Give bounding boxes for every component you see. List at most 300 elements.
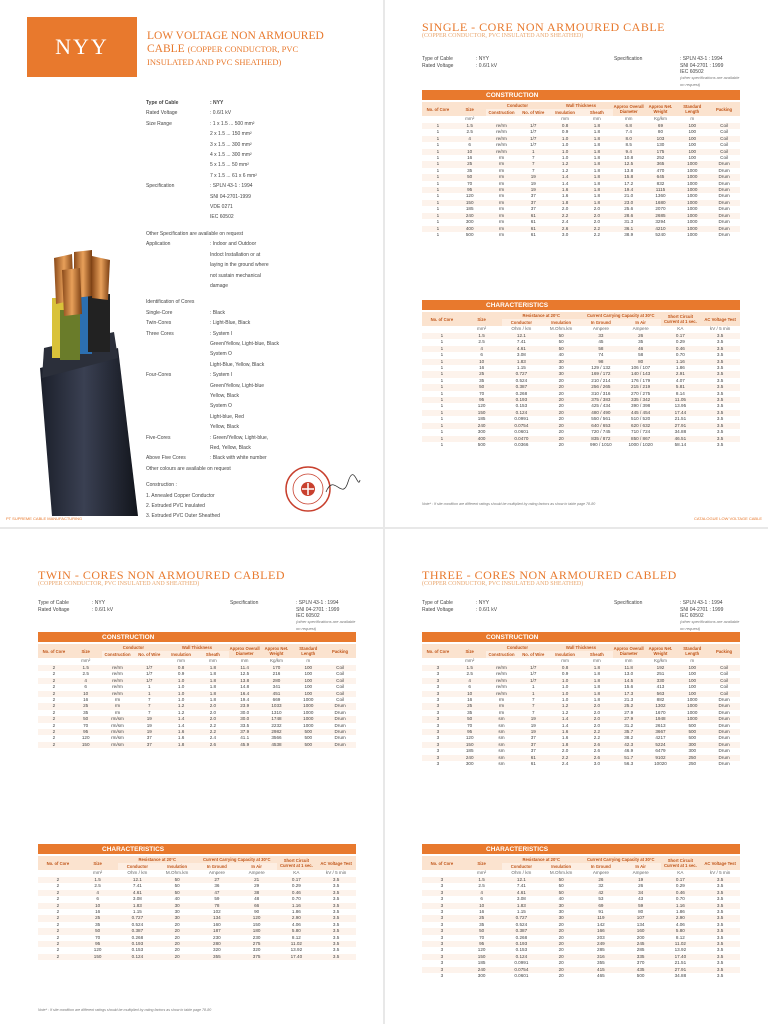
table-cell: 17.40 — [661, 954, 701, 960]
col-header: AC Voltage Test — [700, 856, 740, 870]
table-cell: 2 — [38, 947, 78, 953]
table-cell: 280 — [261, 678, 293, 684]
col-header: Approx Net. Weight — [645, 102, 677, 116]
table-cell: 19.4 — [229, 697, 261, 703]
table-cell: 9102 — [645, 755, 677, 761]
spec-value: 4 x 1.5 ... 300 mm² — [210, 152, 252, 159]
table-cell: 2 — [38, 716, 70, 722]
spec-key — [146, 129, 210, 139]
col-header: Packing — [324, 644, 356, 658]
table-cell: Drum — [708, 735, 740, 741]
unit-cell: mm — [613, 658, 645, 665]
table-cell: 425 / 434 — [581, 403, 621, 409]
footer-company: PT SUPREME CABLE MANUFACTURING — [6, 516, 83, 521]
table-cell: 13.92 — [277, 947, 317, 953]
table-cell: 3667 — [645, 729, 677, 735]
table-cell: 1.0 — [549, 691, 581, 697]
table-cell: 1 — [422, 174, 454, 180]
voltage-label: Rated Voltage — [422, 606, 454, 613]
table-cell: 7.4 — [613, 129, 645, 135]
table-cell: 33 — [581, 333, 621, 339]
table-cell: rm/sm — [102, 723, 134, 729]
characteristics-table — [422, 312, 740, 448]
table-cell: 0.0754 — [502, 967, 542, 973]
table-cell: 3.5 — [316, 896, 356, 902]
table-cell: Drum — [708, 232, 740, 238]
voltage-value: : 0.6/1 kV — [92, 606, 114, 613]
table-cell: 2 — [38, 954, 78, 960]
table-cell: 3 — [422, 684, 454, 690]
table-cell: 3.5 — [700, 935, 740, 941]
table-cell: 1 — [422, 168, 454, 174]
table-cell: 160 — [197, 922, 237, 928]
table-cell: 1.8 — [581, 149, 613, 155]
characteristics-band: CHARACTERISTICS — [422, 300, 740, 310]
table-cell: 375 / 383 — [581, 397, 621, 403]
spec-value: : System I — [210, 372, 233, 379]
table-cell: 19 — [621, 877, 661, 883]
table-cell: 0.193 — [118, 941, 158, 947]
table-cell: 3.08 — [502, 896, 542, 902]
unit-cell: mm² — [454, 658, 486, 665]
table-cell: re/rm — [102, 671, 134, 677]
table-cell: 2.4 — [549, 761, 581, 767]
table-cell: 3.5 — [700, 967, 740, 973]
table-cell: 1/7 — [517, 123, 549, 129]
table-cell: 20 — [541, 922, 581, 928]
spec-value: laying in the ground where — [210, 262, 269, 269]
table-cell: 38.9 — [613, 232, 645, 238]
table-cell: 35 — [454, 710, 486, 716]
table-cell: 0.387 — [118, 928, 158, 934]
unit-cell: mm² — [78, 870, 118, 877]
spec-key: 1. Annealed Copper Conductor — [146, 492, 215, 499]
col-header: No. of Core — [38, 644, 70, 658]
table-cell: 710 / 724 — [621, 429, 661, 435]
table-cell: 0.193 — [502, 397, 542, 403]
table-cell: 0.268 — [118, 935, 158, 941]
table-cell: 50 — [462, 384, 502, 390]
table-cell: 10020 — [645, 761, 677, 767]
table-cell: 1.5 — [454, 665, 486, 671]
unit-cell — [102, 658, 134, 665]
spec-key — [146, 281, 210, 291]
table-cell: 335 — [621, 954, 661, 960]
table-cell: 19 — [517, 729, 549, 735]
spec-row — [146, 202, 376, 212]
table-cell: 2.0 — [581, 710, 613, 716]
table-cell: 150 — [78, 954, 118, 960]
unit-cell: KA — [277, 870, 317, 877]
table-cell: 0.70 — [661, 352, 701, 358]
table-cell: 1.4 — [549, 181, 581, 187]
table-cell: 1.86 — [277, 909, 317, 915]
spec-key — [146, 349, 210, 359]
unit-cell — [38, 870, 78, 877]
table-cell: 445 / 454 — [621, 410, 661, 416]
table-cell: 1.6 — [549, 735, 581, 741]
spec-value: VDE 0271 — [210, 204, 233, 211]
table-cell: 14.5 — [613, 678, 645, 684]
table-cell: 19 — [133, 729, 165, 735]
table-cell: 21.3 — [613, 697, 645, 703]
col-header: Size — [462, 312, 502, 326]
unit-cell: mm — [613, 116, 645, 123]
table-cell: 14.8 — [229, 684, 261, 690]
table-cell: 74 — [581, 352, 621, 358]
table-cell: 3.5 — [700, 442, 740, 448]
table-cell: 11.02 — [661, 941, 701, 947]
table-cell: 500 — [454, 232, 486, 238]
table-cell: 0.0991 — [502, 416, 542, 422]
spec-row — [146, 260, 376, 270]
table-cell: 1/7 — [133, 665, 165, 671]
characteristics-band: CHARACTERISTICS — [422, 844, 740, 854]
spec-value: 3 x 1.5 ... 300 mm² — [210, 141, 252, 148]
col-header: Size — [462, 856, 502, 870]
table-cell: 1.0 — [549, 142, 581, 148]
table-cell: Drum — [708, 168, 740, 174]
table-cell: 2.4 — [197, 735, 229, 741]
table-cell: 185 — [462, 416, 502, 422]
table-cell: 3 — [422, 697, 454, 703]
table-cell: 0.193 — [502, 941, 542, 947]
spec-row — [146, 391, 376, 401]
table-cell: 1.5 — [454, 123, 486, 129]
table-cell: 300 — [454, 761, 486, 767]
unit-cell: mm — [165, 658, 197, 665]
table-cell: 3.5 — [316, 890, 356, 896]
spec-value: not sustain mechanical — [210, 272, 261, 279]
table-cell: 2.5 — [78, 883, 118, 889]
table-cell: 100 — [292, 665, 324, 671]
col-header: No. of Core — [422, 102, 454, 116]
table-cell: 30 — [541, 365, 581, 371]
table-cell: 6 — [78, 896, 118, 902]
spec-row — [146, 308, 376, 318]
table-cell: 3.5 — [316, 877, 356, 883]
table-cell: 3566 — [261, 735, 293, 741]
table-cell: 2 — [38, 935, 78, 941]
spec-value: : System I — [210, 330, 233, 337]
table-cell: 2 — [38, 671, 70, 677]
table-cell: 2.5 — [70, 671, 102, 677]
spec-value: 2 x 1.5 ... 150 mm² — [210, 131, 252, 138]
table-cell: 2 — [38, 723, 70, 729]
table-cell: 1/7 — [133, 678, 165, 684]
col-header: In Air — [621, 863, 661, 870]
table-cell: 192 — [645, 665, 677, 671]
table-cell: 37 — [517, 742, 549, 748]
col-header: Short Circuit Current at 1 sec. — [661, 312, 701, 326]
table-cell: 185 — [462, 960, 502, 966]
table-cell: 11.02 — [277, 941, 317, 947]
table-cell: 61 — [517, 219, 549, 225]
table-cell: 1 — [422, 187, 454, 193]
col-header: Sheath — [581, 651, 613, 658]
table-cell: Coil — [708, 142, 740, 148]
table-cell: 1.8 — [581, 193, 613, 199]
table-cell: Drum — [324, 716, 356, 722]
col-header: Packing — [708, 644, 740, 658]
units-row — [422, 870, 740, 877]
table-cell: 95 — [462, 397, 502, 403]
table-cell: 7.41 — [502, 339, 542, 345]
table-cell: rm — [486, 710, 518, 716]
table-cell: 1680 — [645, 200, 677, 206]
spec-row — [146, 119, 376, 129]
spec-value: : Black — [210, 309, 226, 316]
table-cell: 100 — [292, 684, 324, 690]
table-cell: 500 — [292, 742, 324, 748]
table-cell: 4.07 — [661, 378, 701, 384]
table-cell: 400 — [454, 226, 486, 232]
table-cell: 50 — [541, 890, 581, 896]
units-row — [422, 116, 740, 123]
table-cell: 1 — [422, 442, 462, 448]
table-cell: 3 — [422, 716, 454, 722]
table-cell: 2.2 — [549, 755, 581, 761]
table-cell: 2.2 — [581, 232, 613, 238]
spec-key — [146, 381, 210, 391]
table-cell: 1.15 — [502, 365, 542, 371]
table-cell: 0.9 — [549, 129, 581, 135]
table-cell: 23.9 — [229, 703, 261, 709]
table-cell: 25 — [78, 915, 118, 921]
table-cell: 30 — [541, 915, 581, 921]
table-cell: 341 — [261, 684, 293, 690]
table-cell: 1 — [422, 365, 462, 371]
table-cell: 2.2 — [197, 723, 229, 729]
table-cell: 103 — [645, 136, 677, 142]
unit-cell: Ampere — [197, 870, 237, 877]
table-cell: Coil — [324, 691, 356, 697]
unit-cell: kV / 5 min — [700, 870, 740, 877]
table-cell: 2.0 — [581, 723, 613, 729]
table-cell: Drum — [708, 716, 740, 722]
unit-cell: KA — [661, 870, 701, 877]
table-cell: 1.4 — [165, 723, 197, 729]
unit-cell: Ampere — [581, 326, 621, 333]
table-cell: 37 — [517, 748, 549, 754]
table-cell: rm — [486, 232, 518, 238]
table-cell: 2 — [38, 703, 70, 709]
table-cell: 17.40 — [277, 954, 317, 960]
table-cell: 1.8 — [549, 742, 581, 748]
table-cell: 2 — [38, 684, 70, 690]
table-cell: sm — [486, 761, 518, 767]
unit-cell: Ohm / km — [118, 870, 158, 877]
table-cell: 20 — [541, 378, 581, 384]
table-cell: Drum — [708, 174, 740, 180]
col-header: Standard Length — [292, 644, 324, 658]
table-cell: re/rm — [486, 671, 518, 677]
page-single-core — [384, 0, 768, 528]
table-cell: 3.5 — [316, 928, 356, 934]
table-cell: 0.153 — [502, 947, 542, 953]
table-cell: 3.5 — [316, 941, 356, 947]
table-cell: 1.2 — [165, 703, 197, 709]
table-cell: 1.83 — [118, 903, 158, 909]
table-cell: 2 — [38, 877, 78, 883]
table-cell: 7 — [133, 710, 165, 716]
table-cell: 3.0 — [549, 232, 581, 238]
table-cell: 249 — [581, 941, 621, 947]
table-cell: 1000 / 1020 — [621, 442, 661, 448]
table-cell: 4 — [70, 678, 102, 684]
table-cell: 1000 — [676, 187, 708, 193]
table-cell: 20 — [541, 436, 581, 442]
col-header: AC Voltage Test — [700, 312, 740, 326]
table-cell: 0.0601 — [502, 429, 542, 435]
table-cell: 2.5 — [462, 339, 502, 345]
table-cell: 275 — [237, 941, 277, 947]
col-group-header: Resistance at 20°C — [502, 856, 582, 863]
company-seal-stamp — [282, 462, 362, 516]
spec-row — [146, 250, 376, 260]
table-cell: 1/7 — [517, 671, 549, 677]
table-cell: 0.46 — [661, 346, 701, 352]
table-cell: 10 — [462, 903, 502, 909]
col-header: Size — [454, 644, 486, 658]
type-label: Type of Cable — [38, 600, 69, 606]
table-cell: 3.5 — [700, 903, 740, 909]
unit-cell: mm² — [462, 870, 502, 877]
table-cell: 100 — [676, 671, 708, 677]
table-cell: 1.0 — [549, 697, 581, 703]
table-cell: 13.8 — [613, 168, 645, 174]
table-cell: 2.6 — [197, 742, 229, 748]
construction-table — [422, 644, 740, 768]
table-cell: 0.17 — [661, 877, 701, 883]
table-cell: 50 — [78, 928, 118, 934]
table-cell: 1.86 — [661, 365, 701, 371]
spec-key: Identification of Cores — [146, 299, 195, 306]
table-cell: rm — [486, 213, 518, 219]
table-cell: 25 — [462, 915, 502, 921]
table-cell: Coil — [708, 684, 740, 690]
spec-value: Yellow, Black — [210, 392, 239, 399]
spec-value: Light-blue, Red — [210, 413, 244, 420]
table-cell: 19 — [517, 181, 549, 187]
col-header: Standard Length — [676, 102, 708, 116]
table-cell: 1.6 — [165, 735, 197, 741]
table-cell: 30 — [541, 909, 581, 915]
col-header: Insulation — [157, 863, 197, 870]
table-cell: 1.0 — [549, 136, 581, 142]
unit-cell — [422, 658, 454, 665]
table-cell: 50 — [157, 877, 197, 883]
col-group-header: Conductor — [102, 644, 166, 651]
table-cell: re/rm — [486, 684, 518, 690]
units-row — [422, 326, 740, 333]
table-cell: 10 — [462, 359, 502, 365]
spec-list — [146, 98, 376, 522]
unit-cell: mm — [229, 658, 261, 665]
table-cell: 645 — [645, 174, 677, 180]
table-cell: 3 — [422, 729, 454, 735]
table-cell: 3.5 — [700, 941, 740, 947]
table-cell: 1000 — [676, 716, 708, 722]
table-cell: 2.2 — [581, 226, 613, 232]
table-cell: 2.90 — [277, 915, 317, 921]
table-cell: 19 — [133, 723, 165, 729]
table-cell: 1.8 — [197, 678, 229, 684]
cable-cross-section-image — [22, 248, 150, 516]
spec-value: : Black with white number — [210, 455, 267, 462]
col-header: Approx Overall Diameter — [613, 646, 644, 656]
table-cell: 2.5 — [462, 883, 502, 889]
table-cell: 129 / 132 — [581, 365, 621, 371]
spec-key: Twin-Cores — [146, 320, 172, 327]
table-cell: 3 — [422, 678, 454, 684]
unit-cell: mm — [549, 116, 581, 123]
table-cell: 4217 — [645, 735, 677, 741]
table-cell: 11.8 — [613, 665, 645, 671]
table-cell: 4.61 — [502, 890, 542, 896]
spec-value: Green/Yellow, Light-blue, Black — [210, 340, 280, 347]
table-cell: 3 — [422, 723, 454, 729]
table-cell: 1000 — [676, 193, 708, 199]
table-cell: 1000 — [676, 232, 708, 238]
table-cell: 0.0754 — [502, 423, 542, 429]
table-cell: 240 — [454, 755, 486, 761]
table-cell: 1.8 — [197, 691, 229, 697]
table-cell: 3 — [422, 896, 462, 902]
table-cell: Coil — [324, 697, 356, 703]
spec-value-3: IEC 60502 — [680, 69, 704, 75]
table-cell: 1000 — [292, 703, 324, 709]
col-group-header: Current Carrying Capacity at 30°C — [581, 312, 661, 319]
spec-row — [146, 181, 376, 191]
table-cell: 11.4 — [229, 665, 261, 671]
table-cell: 1.8 — [581, 684, 613, 690]
table-cell: Drum — [324, 723, 356, 729]
table-cell: 2.6 — [549, 226, 581, 232]
table-cell: 1 — [422, 142, 454, 148]
table-cell: 25.6 — [613, 206, 645, 212]
table-cell: 20 — [541, 391, 581, 397]
table-cell: 1.8 — [197, 665, 229, 671]
table-cell: 3294 — [645, 219, 677, 225]
table-cell: 36.1 — [613, 226, 645, 232]
table-cell: 59 — [621, 903, 661, 909]
table-cell: 21.51 — [661, 960, 701, 966]
table-cell: Drum — [324, 710, 356, 716]
spec-row — [146, 212, 376, 222]
table-cell: 180 — [237, 928, 277, 934]
table-cell: 0.524 — [118, 922, 158, 928]
table-cell: 1310 — [261, 710, 293, 716]
table-cell: 6 — [462, 896, 502, 902]
table-cell: 4.06 — [661, 922, 701, 928]
table-cell: 6479 — [645, 748, 677, 754]
col-header: Approx Net. Weight — [645, 644, 677, 658]
col-header: Insulation — [165, 651, 197, 658]
table-cell: 37 — [133, 742, 165, 748]
table-cell: 2.6 — [581, 748, 613, 754]
table-cell: 1.2 — [165, 710, 197, 716]
page-three-core — [384, 528, 768, 1024]
table-cell: 0.9 — [549, 671, 581, 677]
table-cell: 21 — [237, 877, 277, 883]
table-cell: 1000 — [676, 168, 708, 174]
table-cell: 2.6 — [581, 742, 613, 748]
table-cell: 50 — [541, 346, 581, 352]
col-header: Conductor — [502, 319, 542, 326]
table-cell: 120 — [237, 915, 277, 921]
spec-key: Five-Cores — [146, 434, 171, 441]
